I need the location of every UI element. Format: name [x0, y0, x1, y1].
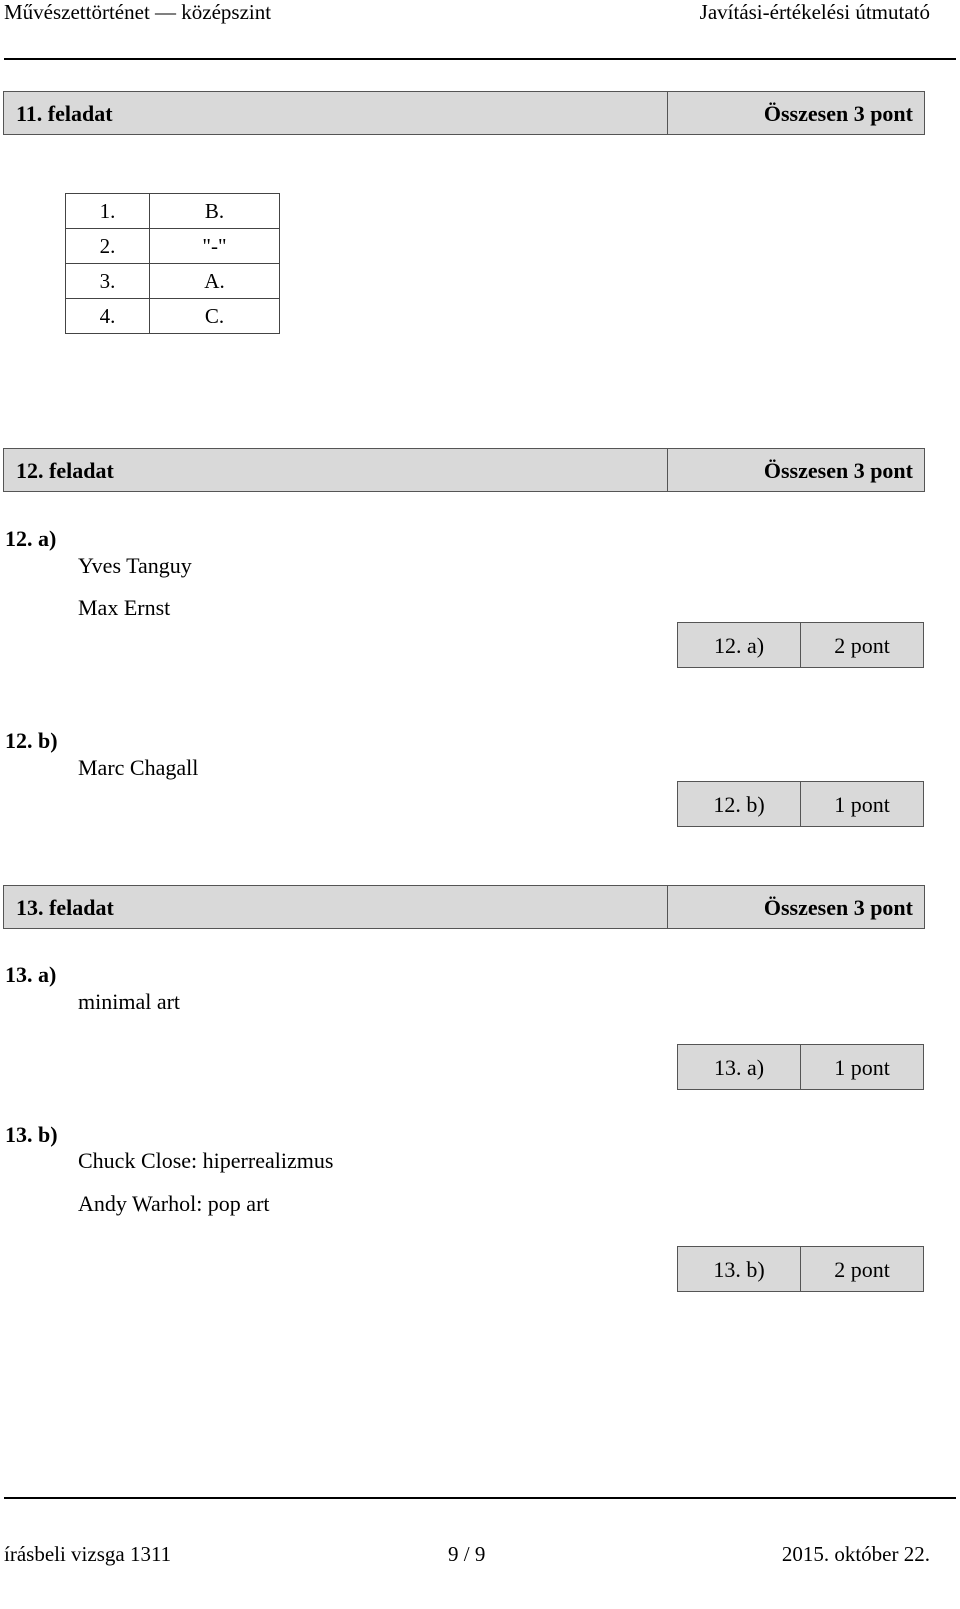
row-answer: B.	[150, 194, 280, 229]
task-13b-answer-1: Chuck Close: hiperrealizmus	[78, 1148, 334, 1173]
task-11-header	[3, 91, 925, 135]
task-11-total: Összesen 3 pont	[763, 101, 913, 126]
task-12a-answer-1: Yves Tanguy	[78, 553, 192, 578]
footer-page-number: 9 / 9	[448, 1542, 486, 1566]
task-12a-answer-2: Max Ernst	[78, 595, 171, 620]
task-12b-label: 12. b)	[5, 728, 58, 753]
score-value: 2 pont	[834, 1257, 890, 1282]
task-11-title: 11. feladat	[16, 101, 113, 126]
row-answer: "-"	[150, 229, 280, 264]
row-answer: A.	[150, 264, 280, 299]
table-row	[66, 194, 280, 229]
footer-date: 2015. október 22.	[781, 1542, 930, 1566]
task-12-header	[3, 448, 925, 492]
task-11-answer-table	[65, 193, 280, 334]
table-row	[66, 299, 280, 334]
score-value: 1 pont	[834, 792, 890, 817]
row-answer: C.	[150, 299, 280, 334]
score-label: 12. b)	[713, 792, 765, 817]
table-row	[66, 229, 280, 264]
task-12-title: 12. feladat	[16, 458, 114, 483]
score-label: 13. b)	[713, 1257, 765, 1282]
header-divider	[667, 886, 668, 928]
footer-rule	[4, 1497, 956, 1499]
row-number: 1.	[66, 194, 150, 229]
task-13a-score-box	[677, 1044, 924, 1090]
header-divider	[667, 92, 668, 134]
task-13b-label: 13. b)	[5, 1122, 58, 1147]
row-number: 3.	[66, 264, 150, 299]
header-right: Javítási-értékelési útmutató	[699, 0, 930, 24]
task-13a-answer-1: minimal art	[78, 989, 181, 1014]
task-12b-score-box	[677, 781, 924, 827]
task-13-title: 13. feladat	[16, 895, 114, 920]
task-12-total: Összesen 3 pont	[763, 458, 913, 483]
table-row	[66, 264, 280, 299]
header-rule	[4, 58, 956, 60]
task-13-header	[3, 885, 925, 929]
task-12a-score-box	[677, 622, 924, 668]
task-13a-label: 13. a)	[5, 962, 57, 987]
row-number: 2.	[66, 229, 150, 264]
score-value: 1 pont	[834, 1055, 890, 1080]
task-12b-answer-1: Marc Chagall	[78, 755, 199, 780]
task-13b-answer-2: Andy Warhol: pop art	[78, 1191, 270, 1216]
score-label: 12. a)	[713, 633, 765, 658]
score-value: 2 pont	[834, 633, 890, 658]
score-label: 13. a)	[713, 1055, 765, 1080]
row-number: 4.	[66, 299, 150, 334]
footer-left: írásbeli vizsga 1311	[4, 1542, 172, 1566]
task-12a-label: 12. a)	[5, 526, 57, 551]
task-13b-score-box	[677, 1246, 924, 1292]
header-left: Művészettörténet — középszint	[4, 0, 272, 24]
task-13-total: Összesen 3 pont	[763, 895, 913, 920]
header-divider	[667, 449, 668, 491]
